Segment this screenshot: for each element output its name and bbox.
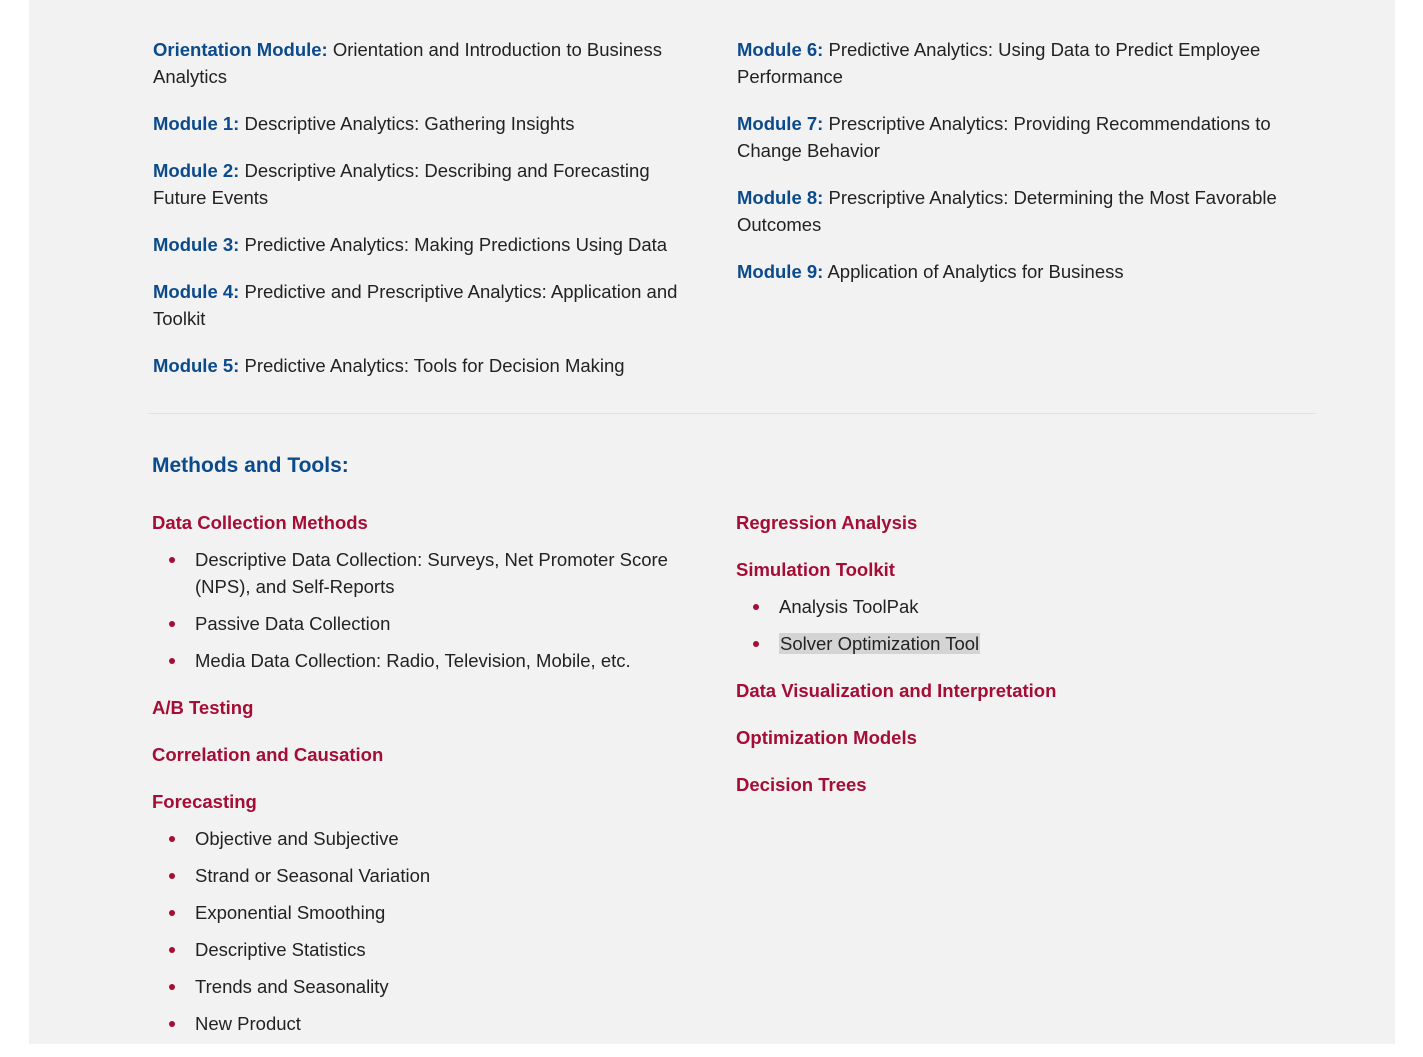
ab-testing-link[interactable]: A/B Testing: [152, 697, 254, 718]
forecasting-link[interactable]: Forecasting: [152, 791, 257, 812]
section-divider: [148, 413, 1316, 414]
selected-text[interactable]: Solver Optimization Tool: [780, 633, 980, 654]
module-orientation-label[interactable]: Orientation Module:: [153, 39, 328, 60]
module-2-text: Descriptive Analytics: Describing and Forecasting Future Events: [153, 160, 650, 208]
list-item: Strand or Seasonal Variation: [195, 862, 697, 889]
modules-left-column: [153, 36, 698, 399]
correlation-causation-link[interactable]: Correlation and Causation: [152, 744, 384, 765]
list-item: Objective and Subjective: [195, 825, 697, 852]
list-item: Media Data Collection: Radio, Television, Mobile, etc.: [195, 647, 697, 674]
module-2-label[interactable]: Module 2:: [153, 160, 240, 181]
module-1-text: Descriptive Analytics: Gathering Insights: [244, 113, 575, 134]
module-6-label[interactable]: Module 6:: [737, 39, 824, 60]
data-collection-list: [152, 546, 697, 674]
list-item: Exponential Smoothing: [195, 899, 697, 926]
module-9-text: Application of Analytics for Business: [827, 261, 1124, 282]
module-6: [737, 36, 1282, 90]
simulation-toolkit-link[interactable]: Simulation Toolkit: [736, 559, 895, 580]
decision-trees-link[interactable]: Decision Trees: [736, 774, 867, 795]
module-orientation-text: Orientation and Introduction to Business Analytics: [153, 39, 662, 87]
module-1-label[interactable]: Module 1:: [153, 113, 240, 134]
module-7-text: Prescriptive Analytics: Providing Recommendations to Change Behavior: [737, 113, 1271, 161]
module-9: [737, 258, 1282, 285]
module-7: [737, 110, 1282, 164]
forecasting-list: [152, 825, 697, 1037]
module-3-text: Predictive Analytics: Making Predictions Using Data: [244, 234, 668, 255]
data-visualization-link[interactable]: Data Visualization and Interpretation: [736, 680, 1057, 701]
optimization-models-link[interactable]: Optimization Models: [736, 727, 917, 748]
module-3: [153, 231, 698, 258]
module-1: [153, 110, 698, 137]
list-item: Descriptive Statistics: [195, 936, 697, 963]
module-4-text: Predictive and Prescriptive Analytics: Application and Toolkit: [153, 281, 678, 329]
list-item: Descriptive Data Collection: Surveys, Net Promoter Score (NPS), and Self-Reports: [195, 546, 697, 600]
module-5-text: Predictive Analytics: Tools for Decision Making: [244, 355, 625, 376]
module-6-text: Predictive Analytics: Using Data to Predict Employee Performance: [737, 39, 1261, 87]
module-7-label[interactable]: Module 7:: [737, 113, 824, 134]
module-5-label[interactable]: Module 5:: [153, 355, 240, 376]
list-item: Analysis ToolPak: [779, 593, 1281, 620]
regression-analysis-link[interactable]: Regression Analysis: [736, 512, 918, 533]
modules-right-column: [737, 36, 1282, 305]
module-8-text: Prescriptive Analytics: Determining the Most Favorable Outcomes: [737, 187, 1277, 235]
list-item: Passive Data Collection: [195, 610, 697, 637]
module-5: [153, 352, 698, 379]
list-item: New Product: [195, 1010, 697, 1037]
methods-right-column: [736, 509, 1281, 808]
methods-left-column: [152, 509, 697, 1057]
list-item: Trends and Seasonality: [195, 973, 697, 1000]
simulation-list: [736, 593, 1281, 657]
data-collection-methods-link[interactable]: Data Collection Methods: [152, 512, 368, 533]
module-8: [737, 184, 1282, 238]
module-4: [153, 278, 698, 332]
module-8-label[interactable]: Module 8:: [737, 187, 824, 208]
module-9-label[interactable]: Module 9:: [737, 261, 824, 282]
module-2: [153, 157, 698, 211]
module-orientation: [153, 36, 698, 90]
list-item: [779, 630, 1281, 657]
module-3-label[interactable]: Module 3:: [153, 234, 240, 255]
methods-title: Methods and Tools:: [152, 454, 349, 477]
module-4-label[interactable]: Module 4:: [153, 281, 240, 302]
